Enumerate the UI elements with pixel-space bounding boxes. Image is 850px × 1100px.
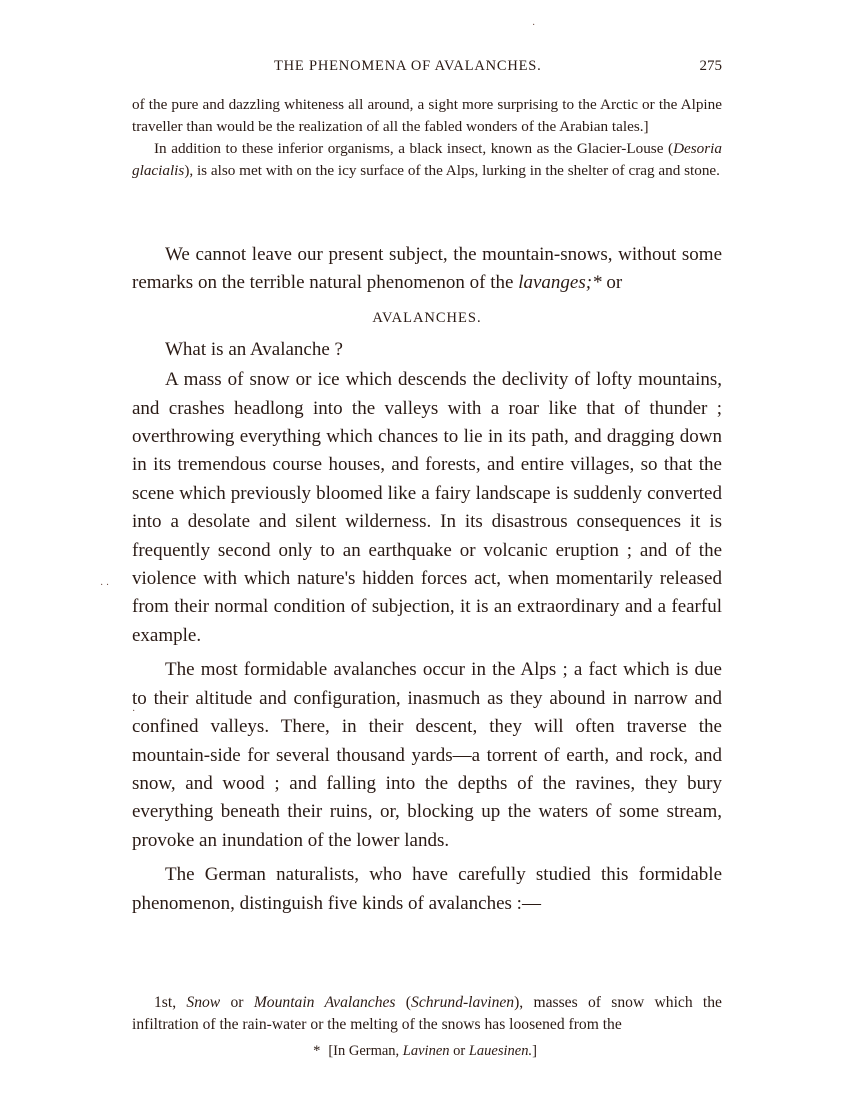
stray-mark: · (132, 706, 136, 717)
stray-mark: · (532, 20, 536, 31)
running-header (132, 58, 722, 78)
footnote-ref: lavanges;* (518, 272, 602, 294)
note-continuation (132, 94, 722, 182)
section-heading: AVALANCHES. (372, 309, 482, 326)
body-question: What is an Avalanche ? (165, 338, 343, 360)
body-paragraph: A mass of snow or ice which descends the declivity of lofty mountains, and crashes headlong into the valleys with a roar like that of thunder ; overthrowing everything which chances to lie in its path, and dragging down in its tremendous course houses, and forests, and entire villages, so that the scene which previously bloomed like a fairy landscape is suddenly converted into a desolate and silent wilderness. In its disastrous consequences it is frequently second only to an earthquake or volcanic eruption ; and of the violence with which nature's hidden forces act, when momentarily released from their normal condition of subjection, it is an extraordinary and a fearful example. (132, 369, 722, 646)
footnote-marker: * (313, 1043, 321, 1059)
kind-paragraph: 1st, Snow or Mountain Avalanches (Schrund-lavinen), masses of snow which the infiltration of the rain-water or the melting of the snows has loosened from the (132, 994, 722, 1033)
running-title: THE PHENOMENA OF AVALANCHES. (274, 58, 542, 74)
body-paragraph: The German naturalists, who have carefully studied this formidable phenomenon, distinguish five kinds of avalanches :— (132, 864, 722, 914)
page-number: 275 (699, 58, 722, 74)
stray-mark: · · (100, 580, 110, 591)
footnote: * [In German, Lavinen or Lauesinen.] (313, 1043, 537, 1059)
intro-paragraph: We cannot leave our present subject, the mountain-snows, without some remarks on the terrible natural phenomenon of the lavanges;* or (132, 244, 722, 294)
note-paragraph: of the pure and dazzling whiteness all around, a sight more surprising to the Arctic or the Alpine traveller than would be the realization of all the fabled wonders of the Arabian tales.] (132, 96, 722, 135)
avalanche-kinds (132, 992, 722, 1036)
body-paragraph: The most formidable avalanches occur in the Alps ; a fact which is due to their altitude and configuration, inasmuch as they abound in narrow and confined valleys. There, in their descent, they will often traverse the mountain-side for several thousand yards—a torrent of earth, and rock, and snow, and wood ; and falling into the depths of the ravines, they bury everything beneath their ruins, or, blocking up the waters of some stream, provoke an inundation of the lower lands. (132, 659, 722, 851)
note-paragraph: In addition to these inferior organisms, a black insect, known as the Glacier-Louse (Desoria glacialis), is also met with on the icy surface of the Alps, lurking in the shelter of crag and stone. (132, 140, 722, 179)
main-text (132, 241, 722, 918)
